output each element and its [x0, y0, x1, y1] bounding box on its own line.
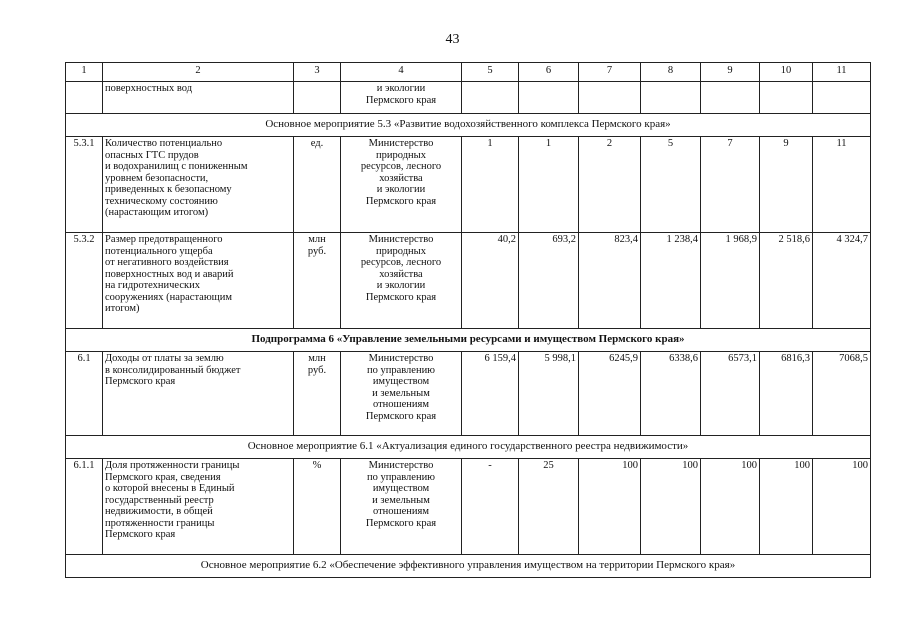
unit-of-measure: млн руб. — [294, 352, 341, 436]
indicator-row — [66, 233, 871, 329]
indicator-value: 1 — [519, 137, 579, 233]
indicator-name: Количество потенциально опасных ГТС прудов и водохранилищ с пониженным уровнем безопасности, приведенных к безопасному техническому состоянию (нарастающим итогом) — [103, 137, 294, 233]
indicator-value — [519, 82, 579, 114]
indicator-value: 1 968,9 — [701, 233, 760, 329]
responsible-body: Министерство по управлению имуществом и земельным отношениям Пермского края — [341, 352, 462, 436]
indicator-value: 25 — [519, 459, 579, 555]
indicator-value: 100 — [813, 459, 871, 555]
indicator-row — [66, 137, 871, 233]
indicator-value: 5 — [641, 137, 701, 233]
column-number: 11 — [813, 63, 871, 82]
activity-heading: Основное мероприятие 6.1 «Актуализация единого государственного реестра недвижимости» — [66, 436, 871, 459]
indicator-value: - — [462, 459, 519, 555]
indicator-row — [66, 352, 871, 436]
column-number: 4 — [341, 63, 462, 82]
activity-heading-row — [66, 436, 871, 459]
indicator-value: 6573,1 — [701, 352, 760, 436]
indicator-value — [462, 82, 519, 114]
indicator-value: 7 — [701, 137, 760, 233]
column-number: 1 — [66, 63, 103, 82]
indicator-value: 823,4 — [579, 233, 641, 329]
column-number: 9 — [701, 63, 760, 82]
indicator-value: 6816,3 — [760, 352, 813, 436]
indicator-value: 9 — [760, 137, 813, 233]
indicator-value — [760, 82, 813, 114]
unit-of-measure: ед. — [294, 137, 341, 233]
indicator-name: Доходы от платы за землю в консолидированный бюджет Пермского края — [103, 352, 294, 436]
responsible-body: Министерство по управлению имуществом и земельным отношениям Пермского края — [341, 459, 462, 555]
indicator-value: 6245,9 — [579, 352, 641, 436]
table-body — [66, 63, 871, 578]
indicator-name: Размер предотвращенного потенциального ущерба от негативного воздействия поверхностных вод и аварий на гидротехнических сооружениях (нарастающим итогом) — [103, 233, 294, 329]
indicator-value: 4 324,7 — [813, 233, 871, 329]
activity-heading-row — [66, 555, 871, 578]
indicator-row — [66, 82, 871, 114]
indicator-value: 1 — [462, 137, 519, 233]
indicator-value: 11 — [813, 137, 871, 233]
activity-heading: Основное мероприятие 6.2 «Обеспечение эффективного управления имуществом на территории Пермского края» — [66, 555, 871, 578]
indicator-value: 5 998,1 — [519, 352, 579, 436]
indicator-value: 1 238,4 — [641, 233, 701, 329]
indicator-value: 100 — [701, 459, 760, 555]
indicator-number: 5.3.1 — [66, 137, 103, 233]
indicators-table — [65, 62, 871, 578]
activity-heading: Основное мероприятие 5.3 «Развитие водохозяйственного комплекса Пермского края» — [66, 114, 871, 137]
indicator-value: 6 159,4 — [462, 352, 519, 436]
column-number: 2 — [103, 63, 294, 82]
indicator-value — [641, 82, 701, 114]
indicator-value: 2 — [579, 137, 641, 233]
column-number: 8 — [641, 63, 701, 82]
indicator-row — [66, 459, 871, 555]
indicator-value: 40,2 — [462, 233, 519, 329]
indicator-value — [701, 82, 760, 114]
indicator-value: 100 — [641, 459, 701, 555]
indicator-value: 6338,6 — [641, 352, 701, 436]
responsible-body: Министерство природных ресурсов, лесного хозяйства и экологии Пермского края — [341, 233, 462, 329]
subprogram-heading: Подпрограмма 6 «Управление земельными ресурсами и имуществом Пермского края» — [66, 329, 871, 352]
column-number: 5 — [462, 63, 519, 82]
indicator-value: 100 — [760, 459, 813, 555]
column-number: 3 — [294, 63, 341, 82]
page-number: 43 — [445, 32, 460, 47]
subprogram-heading-row — [66, 329, 871, 352]
column-number: 6 — [519, 63, 579, 82]
unit-of-measure — [294, 82, 341, 114]
indicator-number — [66, 82, 103, 114]
column-number-row — [66, 63, 871, 82]
responsible-body: Министерство природных ресурсов, лесного хозяйства и экологии Пермского края — [341, 137, 462, 233]
responsible-body: и экологии Пермского края — [341, 82, 462, 114]
indicator-name: поверхностных вод — [103, 82, 294, 114]
indicator-number: 6.1 — [66, 352, 103, 436]
unit-of-measure: % — [294, 459, 341, 555]
indicator-value — [813, 82, 871, 114]
indicator-value: 693,2 — [519, 233, 579, 329]
unit-of-measure: млн руб. — [294, 233, 341, 329]
indicator-value — [579, 82, 641, 114]
indicator-number: 6.1.1 — [66, 459, 103, 555]
column-number: 7 — [579, 63, 641, 82]
indicator-value: 7068,5 — [813, 352, 871, 436]
indicator-name: Доля протяженности границы Пермского края, сведения о которой внесены в Единый государственный реестр недвижимости, в общей протяженности границы Пермского края — [103, 459, 294, 555]
indicator-value: 2 518,6 — [760, 233, 813, 329]
indicator-value: 100 — [579, 459, 641, 555]
column-number: 10 — [760, 63, 813, 82]
activity-heading-row — [66, 114, 871, 137]
indicator-number: 5.3.2 — [66, 233, 103, 329]
